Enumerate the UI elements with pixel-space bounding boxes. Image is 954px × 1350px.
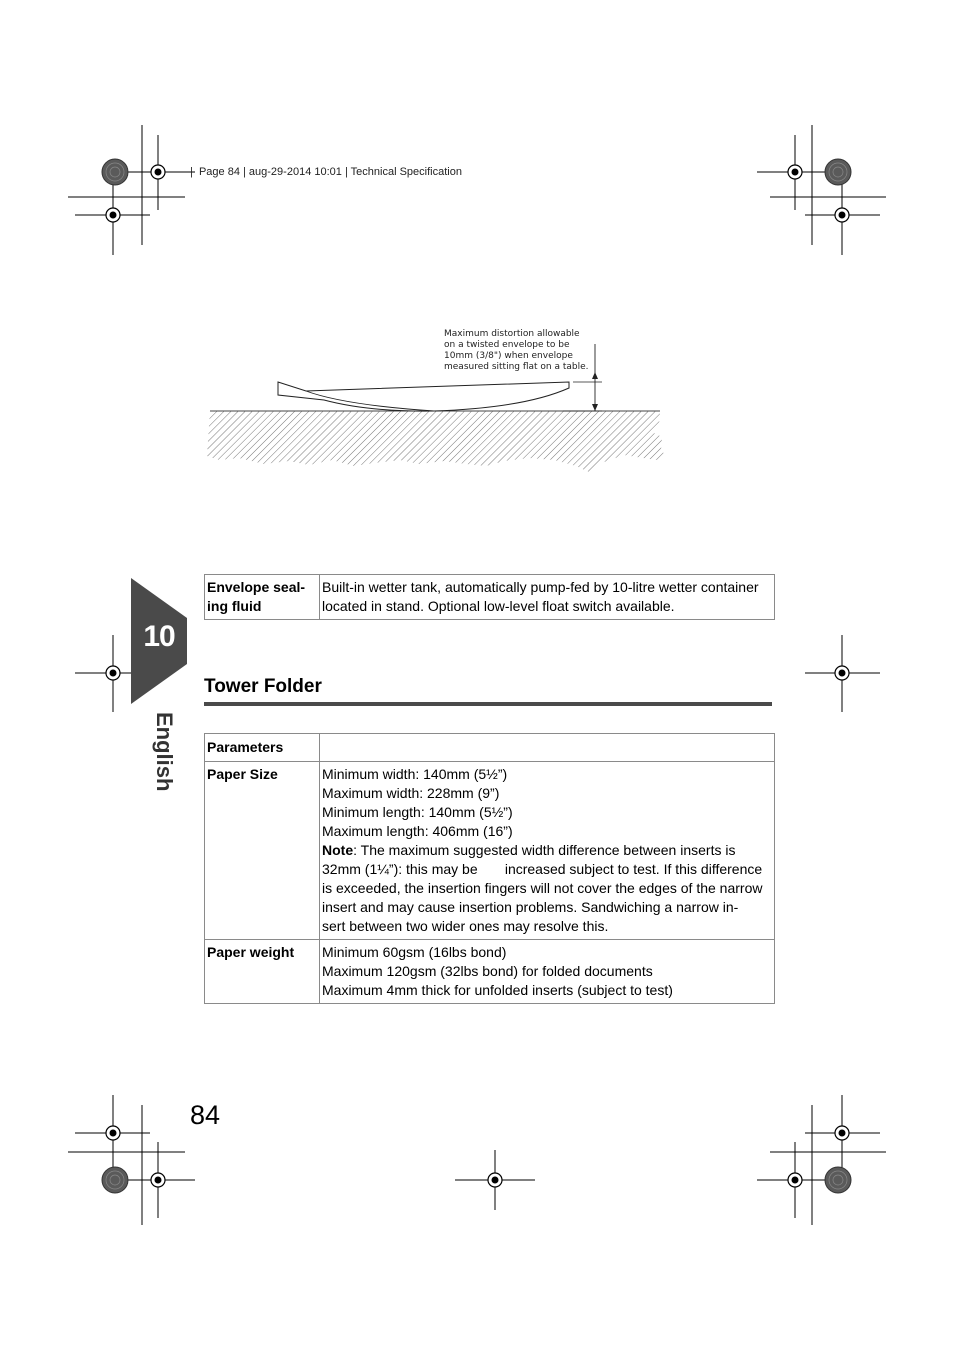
page-number: 84	[190, 1100, 221, 1130]
value-line: Maximum 4mm thick for unfolded inserts (subject to test)	[322, 982, 673, 998]
value-line: is exceeded, the insertion fingers will not cover the edges of the narrow	[322, 880, 763, 896]
key-line: ing fluid	[207, 598, 262, 614]
table-header-key: Parameters	[205, 734, 320, 762]
value-line: insert and may cause insertion problems. Sandwiching a narrow in-	[322, 899, 739, 915]
table-row	[205, 575, 775, 620]
value-line: Built-in wetter tank, automatically pump-fed by 10-litre wetter container	[322, 579, 759, 595]
value-line: sert between two wider ones may resolve this.	[322, 918, 609, 934]
table-value-cell	[320, 575, 775, 620]
chapter-number: 10	[143, 620, 175, 653]
value-line: located in stand. Optional low-level float switch available.	[322, 598, 675, 614]
table-row	[205, 762, 775, 940]
value-line: 32mm (1¼”): this may be increased subject to test. If this difference	[322, 861, 763, 877]
language-text: English	[152, 712, 177, 792]
note-text: : The maximum suggested width difference between inserts is	[353, 842, 736, 858]
table-header-value	[320, 734, 775, 762]
value-line: Minimum 60gsm (16lbs bond)	[322, 944, 507, 960]
table-value-cell	[320, 940, 775, 1004]
language-label	[149, 712, 179, 802]
envelope-spec-table	[204, 574, 775, 620]
figure-annotation-line: 10mm (3/8") when envelope	[444, 351, 573, 361]
value-line: Minimum width: 140mm (5½”)	[322, 766, 508, 782]
table-header-row	[205, 734, 775, 762]
parameters-table	[204, 733, 775, 1004]
table-key-cell	[205, 575, 320, 620]
value-line: Maximum length: 406mm (16”)	[322, 823, 513, 839]
value-line: Minimum length: 140mm (5½”)	[322, 804, 513, 820]
figure-annotation-line: on a twisted envelope to be	[444, 340, 570, 350]
value-line: Maximum 120gsm (32lbs bond) for folded documents	[322, 963, 653, 979]
table-value-cell	[320, 762, 775, 940]
key-line: Envelope seal-	[207, 579, 306, 595]
figure-annotation-line: Maximum distortion allowable	[444, 329, 580, 339]
note-label: Note	[322, 842, 354, 858]
value-line: Maximum width: 228mm (9”)	[322, 785, 500, 801]
page-slug: | Page 84 | aug-29-2014 10:01 | Technical Specification	[190, 166, 462, 178]
table-key-cell: Paper weight	[205, 940, 320, 1004]
envelope-diagram	[204, 240, 666, 540]
section-divider	[204, 702, 772, 706]
envelope-distortion-figure	[204, 240, 666, 540]
note-line	[322, 841, 772, 860]
table-row	[205, 940, 775, 1004]
figure-annotation-line: measured sitting flat on a table.	[444, 362, 589, 372]
section-title: Tower Folder	[204, 676, 322, 697]
table-key-cell: Paper Size	[205, 762, 320, 940]
